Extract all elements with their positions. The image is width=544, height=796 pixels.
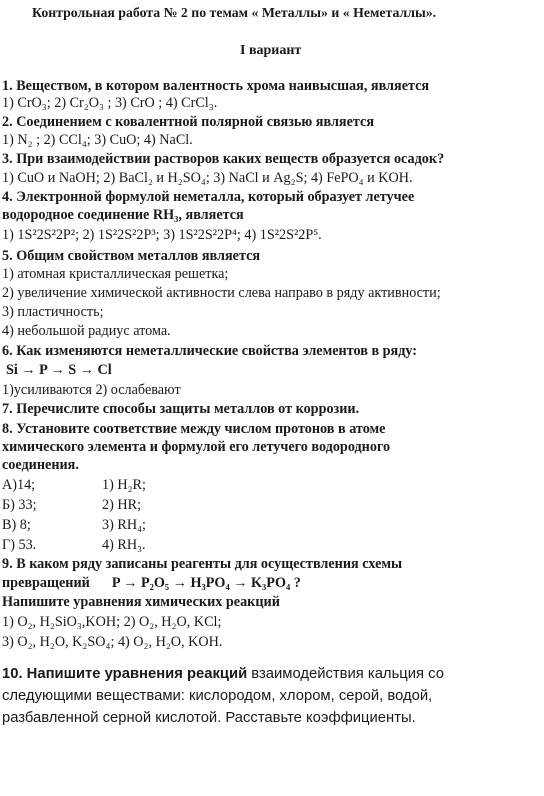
question-4-line-1: 4. Электронной формулой неметалла, который образует летучее xyxy=(2,189,415,205)
question-6-row: Si → P → S → Cl xyxy=(6,362,112,378)
question-10-line-1-rest: взаимодействия кальция со xyxy=(247,666,444,682)
question-5-option-4: 4) небольшой радиус атома. xyxy=(2,323,171,339)
question-6-options: 1)усиливаются 2) ослабевают xyxy=(2,382,181,398)
question-8-line-2: химического элемента и формулой его летучего водородного xyxy=(2,439,391,455)
question-8-right-3: 3) RH₄; xyxy=(102,517,146,533)
question-7: 7. Перечислите способы защиты металлов от коррозии. xyxy=(2,401,360,417)
question-1: 1. Веществом, в котором валентность хрома наивысшая, является xyxy=(2,78,430,94)
question-9-line-3: Напишите уравнения химических реакций xyxy=(2,594,280,610)
question-5: 5. Общим свойством металлов является xyxy=(2,248,261,264)
document-title: Контрольная работа № 2 по темам « Металлы» и « Неметаллы». xyxy=(32,5,437,20)
question-5-option-2: 2) увеличение химической активности слева направо в ряду активности; xyxy=(2,285,441,301)
question-5-option-3: 3) пластичность; xyxy=(2,304,104,320)
question-8-right-1: 1) H₂R; xyxy=(102,477,146,493)
question-8-right-2: 2) HR; xyxy=(102,497,142,513)
question-5-option-1: 1) атомная кристаллическая решетка; xyxy=(2,266,229,282)
question-3: 3. При взаимодействии растворов каких веществ образуется осадок? xyxy=(2,151,445,167)
question-1-options: 1) CrO₃; 2) Cr₂O₃ ; 3) CrO ; 4) CrCl₃. xyxy=(2,95,218,111)
question-8-line-1: 8. Установите соответствие между числом протонов в атоме xyxy=(2,421,386,437)
question-10-line-3: разбавленной серной кислотой. Расставьте коэффициенты. xyxy=(2,710,416,726)
variant-heading: I вариант xyxy=(240,43,302,58)
question-8-left-3: В) 8; xyxy=(2,517,31,533)
question-10-line-1 xyxy=(2,664,444,684)
question-9-line-1: 9. В каком ряду записаны реагенты для осуществления схемы xyxy=(2,556,403,572)
question-9-line-2 xyxy=(2,575,301,591)
question-2: 2. Соединением с ковалентной полярной связью является xyxy=(2,114,374,130)
question-9-line-2-text: превращений xyxy=(2,575,90,591)
question-3-options: 1) CuO и NaOH; 2) BaCl₂ и H₂SO₄; 3) NaCl и Ag₂S; 4) FePO₄ и KOH. xyxy=(2,170,413,186)
question-9-options-2: 3) O₂, H₂O, K₂SO₄; 4) O₂, H₂O, KOH. xyxy=(2,634,223,650)
question-10-line-2: следующими веществами: кислородом, хлором, серой, водой, xyxy=(2,688,433,704)
question-8-right-4: 4) RH₃. xyxy=(102,537,146,553)
question-2-options: 1) N₂ ; 2) CCl₄; 3) CuO; 4) NaCl. xyxy=(2,132,193,148)
question-9-scheme: P → P₂O₅ → H₃PO₄ → K₃PO₄ ? xyxy=(111,575,301,591)
question-8-left-1: А)14; xyxy=(2,477,36,493)
question-8-line-3: соединения. xyxy=(2,457,79,473)
question-9-options-1: 1) O₂, H₂SiO₃,KOH; 2) O₂, H₂O, KCl; xyxy=(2,614,222,630)
question-6: 6. Как изменяются неметаллические свойства элементов в ряду: xyxy=(2,343,418,359)
question-10-heading: 10. Напишите уравнения реакций xyxy=(2,666,248,682)
question-8-left-2: Б) 33; xyxy=(2,497,37,513)
question-8-left-4: Г) 53. xyxy=(2,537,37,553)
question-4-line-2: водородное соединение RH₃, является xyxy=(2,207,244,223)
question-4-options: 1) 1S²2S²2P²; 2) 1S²2S²2P³; 3) 1S²2S²2P⁴; 4) 1S²2S²2P⁵. xyxy=(2,227,322,243)
